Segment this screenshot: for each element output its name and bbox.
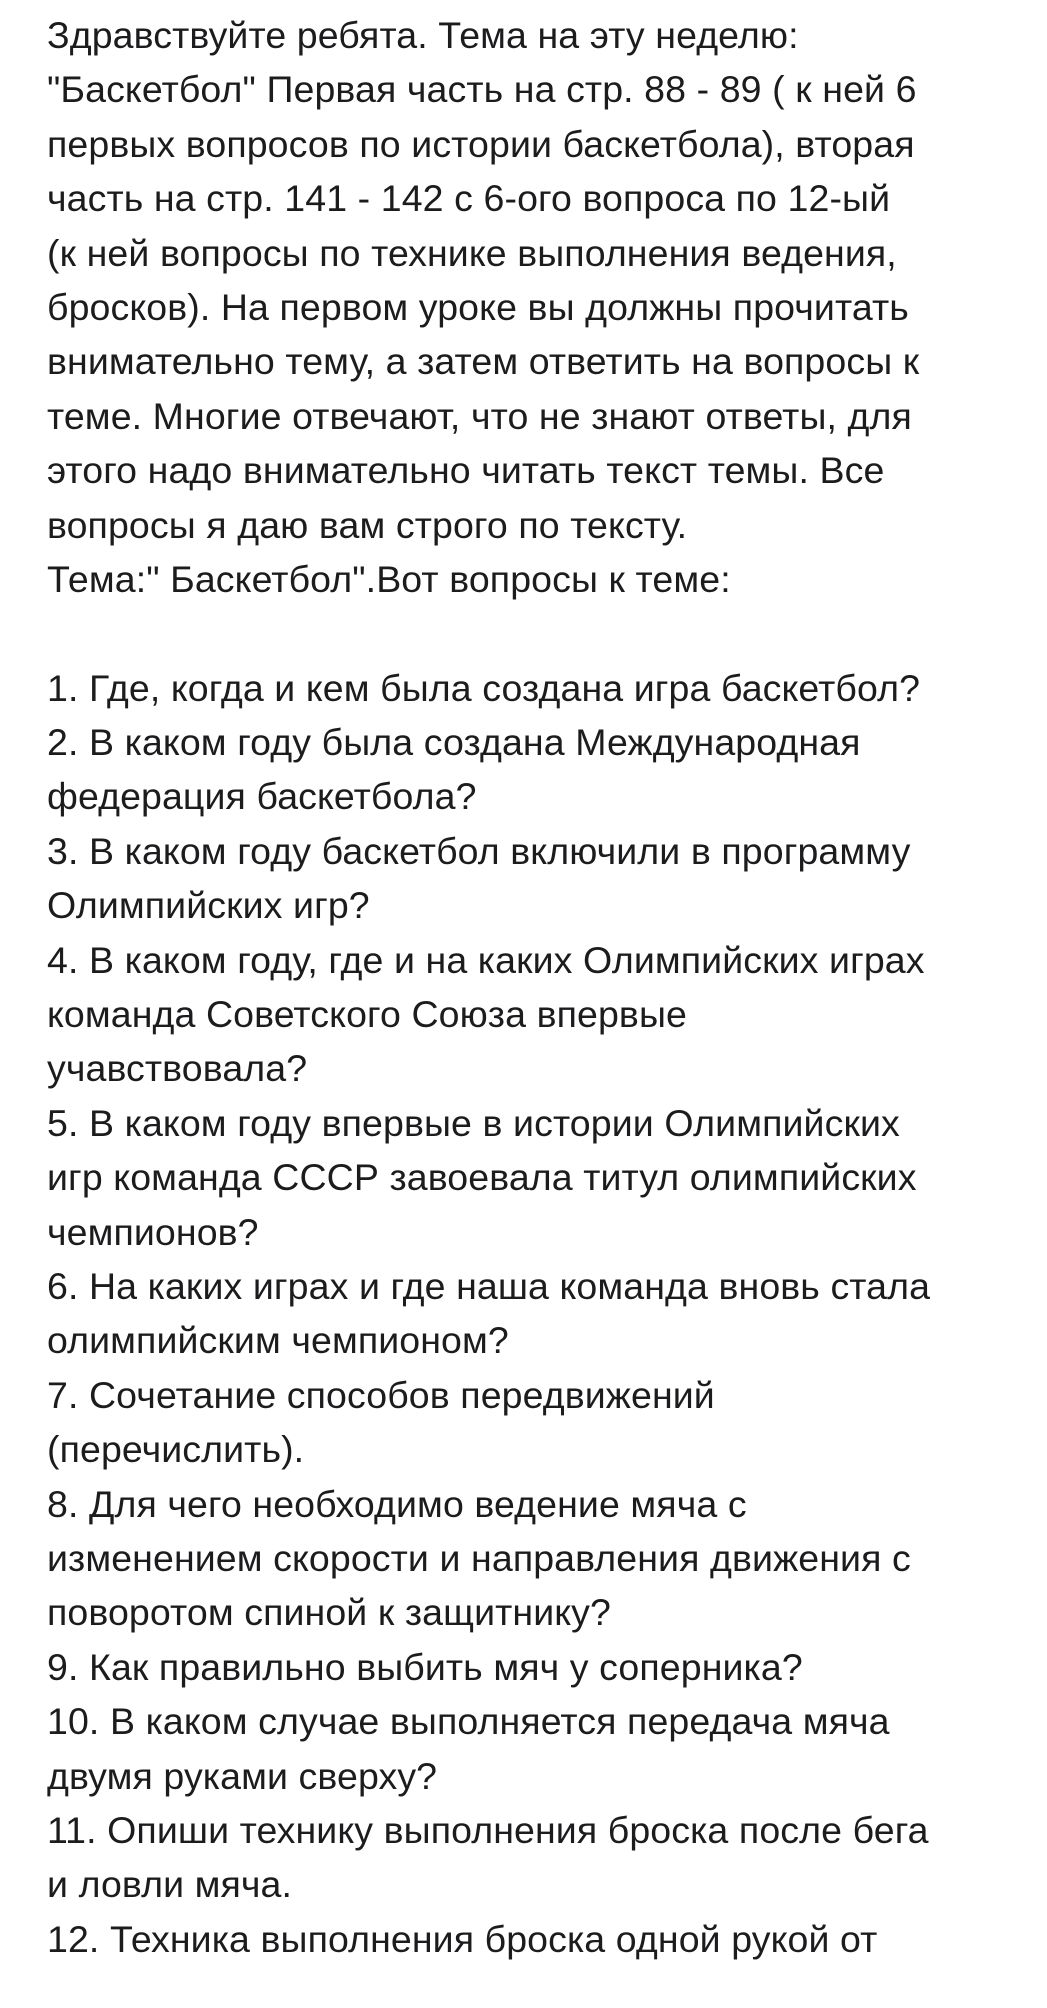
- question-line: 10. В каком случае выполняется передача мяча: [47, 1700, 890, 1743]
- question-line: 4. В каком году, где и на каких Олимпийских играх: [47, 938, 925, 981]
- text-line: "Баскетбол" Первая часть на стр. 88 - 89 ( к ней 6: [47, 68, 917, 111]
- question-line: федерация баскетбола?: [47, 775, 477, 818]
- text-line: часть на стр. 141 - 142 с 6-ого вопроса по 12-ый: [47, 177, 891, 220]
- question-line: 11. Опиши технику выполнения броска после бега: [47, 1808, 929, 1851]
- question-line: 9. Как правильно выбить мяч у соперника?: [47, 1645, 803, 1688]
- text-line: теме. Многие отвечают, что не знают ответы, для: [47, 394, 912, 437]
- question-line: двумя руками сверху?: [47, 1754, 438, 1797]
- text-line: первых вопросов по истории баскетбола), вторая: [47, 122, 915, 165]
- topic-line: Тема:" Баскетбол".Вот вопросы к теме:: [47, 557, 731, 600]
- question-line: чемпионов?: [47, 1210, 259, 1253]
- question-line: поворотом спиной к защитнику?: [47, 1591, 611, 1634]
- question-line: 3. В каком году баскетбол включили в программу: [47, 829, 911, 872]
- question-line: учавствовала?: [47, 1047, 308, 1090]
- question-line: 1. Где, когда и кем была создана игра баскетбол?: [47, 666, 921, 709]
- question-line: олимпийским чемпионом?: [47, 1319, 509, 1362]
- question-line: (перечислить).: [47, 1428, 305, 1471]
- question-line: 2. В каком году была создана Международная: [47, 721, 861, 764]
- question-line: и ловли мяча.: [47, 1863, 293, 1906]
- question-line: игр команда СССР завоевала титул олимпийских: [47, 1156, 917, 1199]
- text-line: бросков). На первом уроке вы должны прочитать: [47, 285, 909, 328]
- text-line: внимательно тему, а затем ответить на вопросы к: [47, 340, 920, 383]
- text-line: (к ней вопросы по технике выполнения ведения,: [47, 231, 897, 274]
- question-line: 12. Техника выполнения броска одной рукой от: [47, 1917, 878, 1960]
- question-line: Олимпийских игр?: [47, 884, 370, 927]
- message-text: [47, 8, 1027, 1966]
- question-line: 6. На каких играх и где наша команда вновь стала: [47, 1264, 931, 1307]
- question-line: изменением скорости и направления движения с: [47, 1536, 911, 1579]
- text-line: вопросы я даю вам строго по тексту.: [47, 503, 688, 546]
- blank-line: [47, 606, 1027, 660]
- question-line: 7. Сочетание способов передвижений: [47, 1373, 715, 1416]
- text-line: этого надо внимательно читать текст темы. Все: [47, 449, 885, 492]
- question-line: 5. В каком году впервые в истории Олимпийских: [47, 1101, 900, 1144]
- question-line: команда Советского Союза впервые: [47, 993, 687, 1036]
- question-line: 8. Для чего необходимо ведение мяча с: [47, 1482, 747, 1525]
- text-line: Здравствуйте ребята. Тема на эту неделю:: [47, 14, 799, 56]
